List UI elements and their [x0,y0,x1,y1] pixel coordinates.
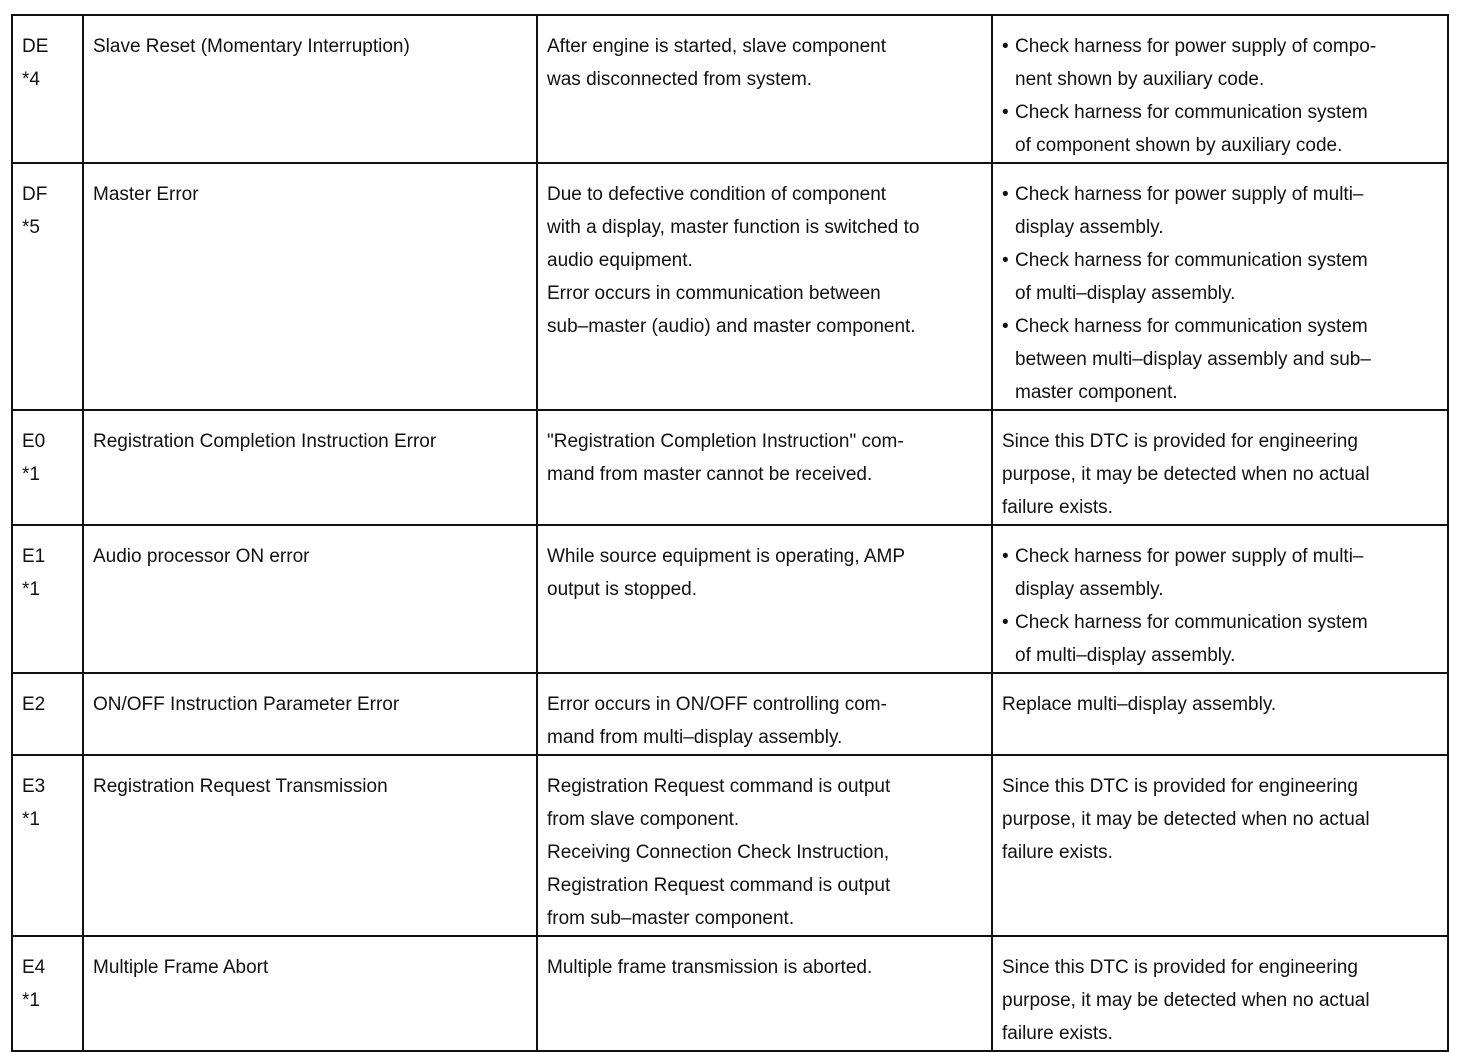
remedy-cell [992,525,1448,673]
remedy-line: purpose, it may be detected when no actual [1002,809,1370,830]
dtc-code: DE [22,36,49,57]
remedy-line: • Check harness for power supply of multi– [1015,546,1364,567]
detection-item: ON/OFF Instruction Parameter Error [93,694,400,715]
trouble-area-line: was disconnected from system. [547,69,813,90]
dtc-code-cell [12,936,83,1051]
dtc-code: E4 [22,957,46,978]
remedy-line: of multi–display assembly. [1015,645,1236,666]
dtc-footnote-ref: *1 [22,579,40,600]
remedy-cell [992,410,1448,525]
remedy-cell [992,936,1448,1051]
trouble-area-line: Registration Request command is output [547,875,891,896]
remedy-line: failure exists. [1002,842,1113,863]
remedy-line: failure exists. [1002,1023,1113,1044]
trouble-area-cell [537,163,992,410]
remedy-bullet-item [1002,30,1439,96]
remedy-bullet-item [1002,310,1439,409]
dtc-footnote-ref: *1 [22,809,40,830]
detection-item: Audio processor ON error [93,546,310,567]
dtc-code-cell [12,163,83,410]
dtc-code-cell [12,673,83,755]
remedy-bullet-item [1002,96,1439,162]
detection-item: Master Error [93,184,199,205]
dtc-footnote-ref: *1 [22,464,40,485]
dtc-footnote-ref: *1 [22,990,40,1011]
table-row [12,755,1448,936]
remedy-cell [992,673,1448,755]
trouble-area-line: output is stopped. [547,579,697,600]
trouble-area-line: sub–master (audio) and master component. [547,316,916,337]
dtc-table [11,14,1449,1052]
dtc-footnote-ref: *5 [22,217,40,238]
remedy-cell [992,163,1448,410]
remedy-line: Replace multi–display assembly. [1002,694,1277,715]
dtc-code: E1 [22,546,46,567]
detection-item-cell [83,15,537,163]
trouble-area-line: with a display, master function is switched to [547,217,920,238]
dtc-code-cell [12,15,83,163]
remedy-line: Since this DTC is provided for engineering [1002,431,1358,452]
remedy-line: display assembly. [1015,217,1164,238]
table-row [12,15,1448,163]
detection-item: Slave Reset (Momentary Interruption) [93,36,410,57]
trouble-area-cell [537,755,992,936]
trouble-area-line: Error occurs in communication between [547,283,881,304]
detection-item-cell [83,163,537,410]
trouble-area-line: from sub–master component. [547,908,795,929]
trouble-area-cell [537,936,992,1051]
remedy-line: • Check harness for power supply of compo- [1015,36,1377,57]
remedy-line: display assembly. [1015,579,1164,600]
trouble-area-line: Multiple frame transmission is aborted. [547,957,873,978]
trouble-area-line: "Registration Completion Instruction" com- [547,431,904,452]
remedy-line: • Check harness for communication system [1015,102,1368,123]
remedy-line: • Check harness for power supply of multi– [1015,184,1364,205]
trouble-area-line: mand from master cannot be received. [547,464,873,485]
trouble-area-line: Error occurs in ON/OFF controlling com- [547,694,887,715]
dtc-code: E2 [22,694,46,715]
remedy-line: nent shown by auxiliary code. [1015,69,1265,90]
detection-item: Multiple Frame Abort [93,957,269,978]
dtc-code: E3 [22,776,46,797]
dtc-code-cell [12,525,83,673]
remedy-line: failure exists. [1002,497,1113,518]
trouble-area-line: from slave component. [547,809,740,830]
detection-item-cell [83,936,537,1051]
table-row [12,936,1448,1051]
trouble-area-cell [537,410,992,525]
dtc-table-body [12,15,1448,1051]
remedy-line: purpose, it may be detected when no actual [1002,990,1370,1011]
detection-item-cell [83,410,537,525]
remedy-cell [992,755,1448,936]
trouble-area-line: mand from multi–display assembly. [547,727,843,748]
remedy-line: Since this DTC is provided for engineering [1002,776,1358,797]
table-row [12,673,1448,755]
dtc-code-cell [12,755,83,936]
trouble-area-line: Registration Request command is output [547,776,891,797]
table-row [12,525,1448,673]
remedy-line: purpose, it may be detected when no actual [1002,464,1370,485]
table-row [12,410,1448,525]
trouble-area-line: Receiving Connection Check Instruction, [547,842,890,863]
dtc-code: E0 [22,431,46,452]
remedy-line: master component. [1015,382,1178,403]
dtc-code-cell [12,410,83,525]
detection-item-cell [83,673,537,755]
trouble-area-line: While source equipment is operating, AMP [547,546,906,567]
remedy-bullet-item [1002,244,1439,310]
dtc-code: DF [22,184,48,205]
remedy-line: of component shown by auxiliary code. [1015,135,1343,156]
detection-item: Registration Request Transmission [93,776,388,797]
remedy-bullet-item [1002,178,1439,244]
table-row [12,163,1448,410]
trouble-area-cell [537,15,992,163]
detection-item: Registration Completion Instruction Error [93,431,437,452]
trouble-area-line: Due to defective condition of component [547,184,887,205]
trouble-area-line: After engine is started, slave component [547,36,887,57]
trouble-area-line: audio equipment. [547,250,693,271]
remedy-bullet-item [1002,540,1439,606]
remedy-line: • Check harness for communication system [1015,612,1368,633]
remedy-line: of multi–display assembly. [1015,283,1236,304]
remedy-line: Since this DTC is provided for engineering [1002,957,1358,978]
remedy-line: • Check harness for communication system [1015,250,1368,271]
trouble-area-cell [537,673,992,755]
dtc-footnote-ref: *4 [22,69,40,90]
remedy-cell [992,15,1448,163]
trouble-area-cell [537,525,992,673]
detection-item-cell [83,525,537,673]
remedy-line: • Check harness for communication system [1015,316,1368,337]
remedy-bullet-item [1002,606,1439,672]
remedy-line: between multi–display assembly and sub– [1015,349,1371,370]
detection-item-cell [83,755,537,936]
